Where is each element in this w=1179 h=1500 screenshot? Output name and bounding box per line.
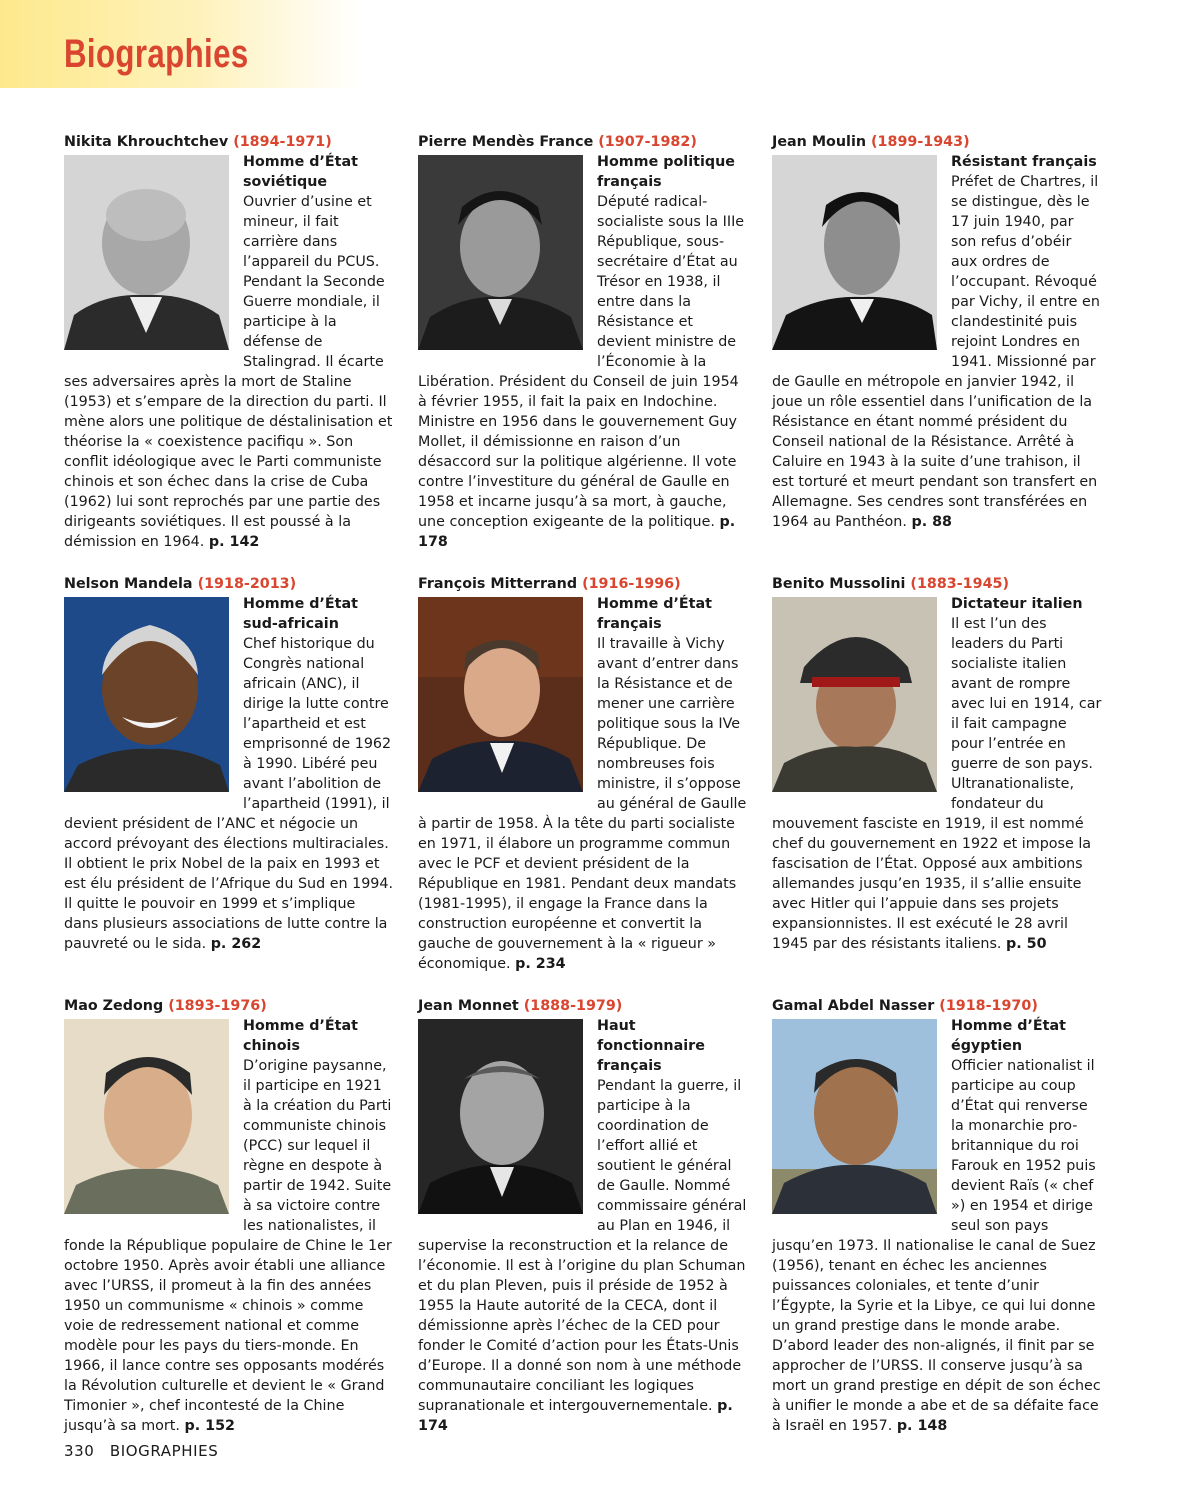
page-reference[interactable]: p. 178 — [418, 514, 736, 550]
bio-dates: (1916-1996) — [582, 576, 681, 592]
page-footer — [64, 1442, 218, 1460]
bio-name: Jean Monnet — [418, 998, 519, 1014]
page-reference[interactable]: p. 262 — [210, 936, 262, 952]
page-reference[interactable]: p. 142 — [208, 534, 260, 550]
bio-dates: (1907-1982) — [598, 134, 697, 150]
bio-text: Il est l’un des leaders du Parti socialiste italien avant de rompre avec lui en 1914, car il fait campagne pour l’entrée en guerre de son pays. Ultranationaliste, fondateur du mouvement fasciste en 1919, il est nommé chef du gouvernement en 1922 et impose la fascisation de l’État. Opposé aux ambitions allemandes jusqu’en 1935, il s’allie ensuite avec Hitler qui l’appuie dans ses projets expansionnistes. Il est exécuté le 28 avril 1945 par des résistants italiens. — [772, 616, 1102, 952]
bio-text: Député radical-socialiste sous la IIIe République, sous-secrétaire d’État au Trésor en 1938, il entre dans la Résistance et devient ministre de l’Économie à la Libération. Président du Conseil de juin 1954 à février 1955, il fait la paix en Indochine. Ministre en 1956 dans le gouvernement Guy Mollet, il démissionne en raison d’un désaccord sur la politique algérienne. Il vote contre l’investiture du général de Gaulle en 1958 et incarne jusqu’à sa mort, à gauche, une conception exigeante de la politique. — [418, 194, 745, 530]
bio-role: Homme politique français — [597, 154, 735, 190]
bio-mao — [64, 996, 394, 1434]
portrait-mussolini — [772, 597, 937, 792]
bio-dates: (1894-1971) — [233, 134, 332, 150]
page-reference[interactable]: p. 152 — [184, 1418, 235, 1434]
bio-role: Homme d’État égyptien — [951, 1018, 1067, 1054]
bio-name: Nikita Khrouchtchev — [64, 134, 229, 150]
bio-dates: (1883-1945) — [910, 576, 1010, 592]
bio-text: Ouvrier d’usine et mineur, il fait carrière dans l’appareil du PCUS. Pendant la Seconde Guerre mondiale, il participe à la défense de Stalingrad. Il écarte ses adversaires après la mort de Staline (1953) et s’empare de la direction du parti. Il mène alors une politique de déstalinisation et théorise la « coexistence pacifiqu ». Son conflit idéologique avec le Parti communiste chinois et son échec dans la crise de Cuba (1962) lui sont reprochés par une partie des dirigeants soviétiques. Il est poussé à la démission en 1964. — [64, 194, 393, 550]
bio-mendes-france — [418, 132, 748, 552]
bio-text: Pendant la guerre, il participe à la coordination de l’effort allié et soutient le général de Gaulle. Nommé commissaire général au Plan en 1946, il supervise la reconstruction et la relance de l’économie. Il est à l’origine du plan Schuman et du plan Pleven, puis il préside de 1952 à 1955 la Haute autorité de la CECA, dont il démissionne après l’échec de la CED pour fonder le Comité d’action pour les États-Unis d’Europe. Il a donné son nom à une méthode communautaire conciliant les logiques supranationale et intergouvernementale. — [418, 1078, 747, 1414]
bio-role: Homme d’État chinois — [243, 1018, 359, 1054]
bio-heading — [418, 996, 748, 1016]
portrait-mao — [64, 1019, 229, 1214]
page-reference[interactable]: p. 234 — [515, 956, 566, 972]
page-reference[interactable]: p. 50 — [1006, 936, 1047, 952]
page-title: Biographies — [64, 32, 249, 76]
bio-dates: (1893-1976) — [168, 998, 267, 1014]
bio-name: Benito Mussolini — [772, 576, 906, 592]
bio-text: D’origine paysanne, il participe en 1921 à la création du Parti communiste chinois (PCC) sur lequel il règne en despote à partir de 1942. Suite à sa victoire contre les nationalistes, il fonde la République populaire de Chine le 1er octobre 1950. Après avoir établi une alliance avec l’URSS, il promeut à la fin des années 1950 un communisme « chinois » comme voie de redressement national et comme modèle pour les pays du tiers-monde. En 1966, il lance contre ses opposants modérés la Révolution culturelle et devient le « Grand Timonier », chef incontesté de la Chine jusqu’à sa mort. — [64, 1058, 392, 1434]
bio-dates: (1918-1970) — [939, 998, 1038, 1014]
bio-role: Homme d’État français — [597, 596, 713, 632]
bio-name: Jean Moulin — [772, 134, 867, 150]
footer-section: BIOGRAPHIES — [109, 1442, 219, 1460]
bio-monnet — [418, 996, 748, 1434]
page-number: 330 — [64, 1442, 95, 1460]
bio-name: Pierre Mendès France — [418, 134, 594, 150]
bio-mitterrand — [418, 574, 748, 994]
bio-text: Officier nationalist il participe au coup d’État qui renverse la monarchie pro-britannique du roi Farouk en 1952 puis devient Raïs (« chef ») en 1954 et dirige seul son pays jusqu’en 1973. Il nationalise le canal de Suez (1956), tenant en échec les anciennes puissances coloniales, et tente d’unir l’Égypte, la Syrie et la Libye, ce qui lui donne un grand prestige dans le monde arabe. D’abord leader des non-alignés, il finit par se approcher de l’URSS. Il conserve jusqu’à sa mort un grand prestige en dépit de son échec à unifier le monde a abe et de sa défaite face à Israël en 1957. — [772, 1058, 1101, 1434]
bio-role: Résistant français — [951, 154, 1097, 170]
bio-role: Homme d’État soviétique — [243, 154, 359, 190]
bio-heading — [64, 996, 394, 1016]
bio-mandela — [64, 574, 394, 994]
bio-nasser — [772, 996, 1102, 1434]
bio-heading — [64, 132, 394, 152]
portrait-monnet — [418, 1019, 583, 1214]
bio-heading — [772, 132, 1102, 152]
bio-text: Chef historique du Congrès national africain (ANC), il dirige la lutte contre l’apartheid et est emprisonné de 1962 à 1990. Libéré peu avant l’abolition de l’apartheid (1991), il devient président de l’ANC et négocie un accord prévoyant des élections multiraciales. Il obtient le prix Nobel de la paix en 1993 et est élu président de l’Afrique du Sud en 1994. Il quitte le pouvoir en 1999 et s’implique dans plusieurs associations de lutte contre la pauvreté ou le sida. — [64, 636, 394, 952]
page-reference[interactable]: p. 174 — [418, 1398, 733, 1434]
portrait-nasser — [772, 1019, 937, 1214]
portrait-khrouchtchev — [64, 155, 229, 350]
page-reference[interactable]: p. 88 — [911, 514, 953, 530]
bio-text: Il travaille à Vichy avant d’entrer dans la Résistance et de mener une carrière politique sous la IVe République. De nombreuses fois ministre, il s’oppose au général de Gaulle à partir de 1958. À la tête du parti socialiste en 1971, il élabore un programme commun avec le PCF et devient président de la République en 1981. Pendant deux mandats (1981-1995), il engage la France dans la construction européenne et convertit la gauche de gouvernement à la « rigueur » économique. — [418, 636, 747, 972]
bio-khrouchtchev — [64, 132, 394, 552]
bio-role: Haut fonctionnaire français — [597, 1018, 705, 1074]
bio-text: Préfet de Chartres, il se distingue, dès le 17 juin 1940, par son refus d’obéir aux ordres de l’occupant. Révoqué par Vichy, il entre en clandestinité puis rejoint Londres en 1941. Missionné par de Gaulle en métropole en janvier 1942, il joue un rôle essentiel dans l’unification de la Résistance en étant nommé président du Conseil national de la Résistance. Arrêté à Caluire en 1943 à la suite d’une trahison, il est torturé et meurt pendant son transfert en Allemagne. Ses cendres sont transférées en 1964 au Panthéon. — [772, 174, 1100, 530]
bio-heading — [418, 132, 748, 152]
bio-heading — [418, 574, 748, 594]
bio-heading — [64, 574, 394, 594]
bio-dates: (1899-1943) — [871, 134, 970, 150]
bio-name: Gamal Abdel Nasser — [772, 998, 935, 1014]
bio-heading — [772, 996, 1102, 1016]
page-reference[interactable]: p. 148 — [896, 1418, 948, 1434]
bio-mussolini — [772, 574, 1102, 994]
portrait-moulin — [772, 155, 937, 350]
portrait-mendes-france — [418, 155, 583, 350]
bio-dates: (1888-1979) — [523, 998, 623, 1014]
portrait-mitterrand — [418, 597, 583, 792]
bio-name: François Mitterrand — [418, 576, 578, 592]
bio-name: Nelson Mandela — [64, 576, 193, 592]
bio-dates: (1918-2013) — [197, 576, 297, 592]
portrait-mandela — [64, 597, 229, 792]
bio-role: Homme d’État sud-africain — [243, 596, 359, 632]
bio-heading — [772, 574, 1102, 594]
bio-moulin — [772, 132, 1102, 552]
bio-role: Dictateur italien — [951, 596, 1083, 612]
bio-name: Mao Zedong — [64, 998, 164, 1014]
